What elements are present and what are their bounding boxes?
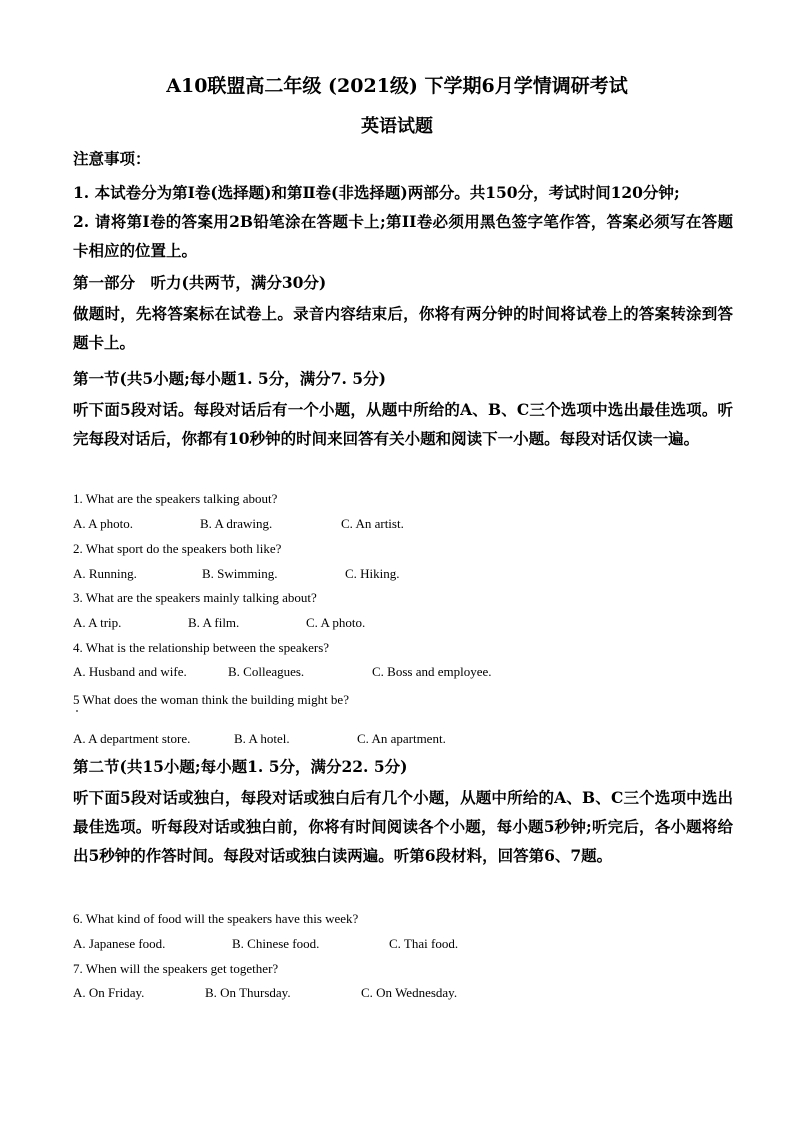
q4-option-a: A. Husband and wife.: [73, 664, 187, 679]
q7-option-b: B. On Thursday.: [205, 985, 291, 1000]
q2-option-c: C. Hiking.: [345, 566, 400, 581]
q7-option-a: A. On Friday.: [73, 985, 145, 1000]
section2-instruction: 听下面5段对话或独白，每段对话或独白后有几个小题，从题中所给的A、B、C三个选项中选出最佳选项。听每段对话或独白前，你将有时间阅读各个小题，每小题5秒钟;听完后，各小题将给出5秒钟的作答时间。每段对话或独白读两遍。听第6段材料，回答第6、7题。: [73, 788, 733, 865]
question-5: 5 What does the woman think the building might be?: [73, 692, 349, 707]
q6-option-c: C. Thai food.: [389, 936, 459, 951]
q6-option-a: A. Japanese food.: [73, 936, 166, 951]
exam-title: A10联盟高二年级 (2021级) 下学期6月学情调研考试: [166, 75, 628, 97]
q2-option-a: A. Running.: [73, 566, 137, 581]
question-4: 4. What is the relationship between the speakers?: [73, 640, 330, 655]
question-3: 3. What are the speakers mainly talking about?: [73, 590, 317, 605]
q3-option-a: A. A trip.: [73, 615, 122, 630]
question-1: 1. What are the speakers talking about?: [73, 491, 278, 506]
section1-instruction: 听下面5段对话。每段对话后有一个小题，从题中所给的A、B、C三个选项中选出最佳选项。听完每段对话后，你都有10秒钟的时间来回答有关小题和阅读下一小题。每段对话仅读一遍。: [73, 400, 733, 448]
notes-item-2: 2. 请将第Ⅰ卷的答案用2B铅笔涂在答题卡上;第II卷必须用黑色签字笔作答，答案必须写在答题卡相应的位置上。: [73, 212, 733, 260]
notes-item-1: 1. 本试卷分为第Ⅰ卷(选择题)和第Ⅱ卷(非选择题)两部分。共150分，考试时间120分钟;: [73, 183, 680, 202]
section2-heading: 第二节(共15小题;每小题1. 5分，满分22. 5分): [73, 757, 408, 776]
question-7: 7. When will the speakers get together?: [73, 961, 279, 976]
question-6: 6. What kind of food will the speakers have this week?: [73, 911, 359, 926]
q1-option-a: A. A photo.: [73, 516, 133, 531]
exam-subtitle: 英语试题: [361, 116, 433, 137]
q2-option-b: B. Swimming.: [202, 566, 278, 581]
q1-option-b: B. A drawing.: [200, 516, 273, 531]
stray-dot: [76, 710, 78, 712]
q1-option-c: C. An artist.: [341, 516, 404, 531]
q3-option-c: C. A photo.: [306, 615, 366, 630]
question-2: 2. What sport do the speakers both like?: [73, 541, 282, 556]
q5-option-c: C. An apartment.: [357, 731, 446, 746]
q3-option-b: B. A film.: [188, 615, 240, 630]
section1-heading: 第一节(共5小题;每小题1. 5分，满分7. 5分): [73, 369, 386, 388]
q5-option-b: B. A hotel.: [234, 731, 290, 746]
part1-heading: 第一部分 听力(共两节，满分30分): [73, 273, 327, 292]
q4-option-b: B. Colleagues.: [228, 664, 305, 679]
q5-option-a: A. A department store.: [73, 731, 191, 746]
q4-option-c: C. Boss and employee.: [372, 664, 492, 679]
q7-option-c: C. On Wednesday.: [361, 985, 458, 1000]
q6-option-b: B. Chinese food.: [232, 936, 320, 951]
notes-heading: 注意事项：: [73, 149, 151, 168]
part1-instruction: 做题时，先将答案标在试卷上。录音内容结束后，你将有两分钟的时间将试卷上的答案转涂到答题卡上。: [73, 304, 733, 352]
